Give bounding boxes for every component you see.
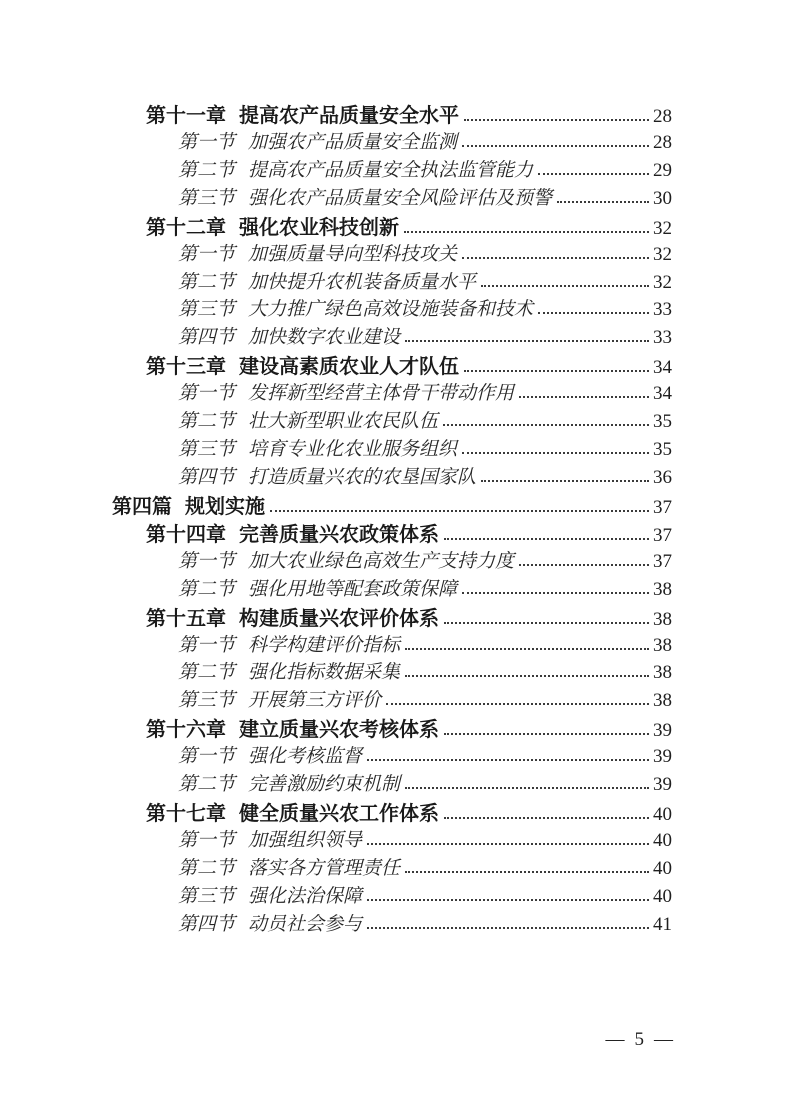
toc-entry <box>0 322 794 350</box>
toc-entry-page: 28 <box>653 106 672 127</box>
toc-entry <box>0 853 794 881</box>
toc-entry-page: 38 <box>653 608 672 630</box>
dot-leader <box>462 145 649 147</box>
toc-entry-title: 构建质量兴农评价体系 <box>239 607 439 630</box>
toc-entry-title: 动员社会参与 <box>248 913 363 935</box>
toc-entry-title: 强化考核监督 <box>248 746 363 768</box>
toc-entry-title: 开展第三方评价 <box>248 690 382 712</box>
dot-leader <box>405 675 649 677</box>
toc-entry-title: 强化农业科技创新 <box>239 216 399 239</box>
toc-entry-label: 第十五章 <box>146 607 226 630</box>
footer-dash-right: — <box>654 1029 673 1050</box>
dot-leader <box>444 538 649 540</box>
toc-entry-title: 打造质量兴农的农垦国家队 <box>248 466 477 488</box>
toc-entry-page: 35 <box>653 439 672 461</box>
toc-entry <box>0 267 794 295</box>
toc-entry-page: 34 <box>653 383 672 405</box>
toc-entry <box>0 99 794 127</box>
toc-entry <box>0 155 794 183</box>
toc-entry <box>0 881 794 909</box>
page-number: 5 <box>634 1029 644 1050</box>
toc-entry-page: 33 <box>653 327 672 349</box>
toc-entry-title: 完善质量兴农政策体系 <box>239 523 439 546</box>
toc-entry-label: 第二节 <box>178 774 236 796</box>
toc-entry-label: 第四节 <box>178 913 236 935</box>
toc-entry-label: 第三节 <box>178 690 236 712</box>
toc-entry-title: 提高农产品质量安全执法监管能力 <box>248 159 534 181</box>
toc-entry-title: 壮大新型职业农民队伍 <box>248 411 439 433</box>
dot-leader <box>462 257 649 259</box>
toc-entry <box>0 462 794 490</box>
toc-entry <box>0 239 794 267</box>
toc-entry-label: 第一节 <box>178 634 236 656</box>
toc-entry-label: 第三节 <box>178 439 236 461</box>
toc-entry <box>0 574 794 602</box>
toc-entry-title: 加大农业绿色高效生产支持力度 <box>248 550 515 572</box>
toc-entry-label: 第二节 <box>178 857 236 879</box>
toc-entry-label: 第一节 <box>178 746 236 768</box>
toc-entry <box>0 769 794 797</box>
toc-entry-title: 提高农产品质量安全水平 <box>239 105 459 127</box>
dot-leader <box>462 592 649 594</box>
toc-entry-label: 第一节 <box>178 550 236 572</box>
toc-entry-title: 加快数字农业建设 <box>248 327 401 349</box>
toc-entry-label: 第十四章 <box>146 523 226 546</box>
toc-entry-title: 建立质量兴农考核体系 <box>239 719 439 742</box>
toc-entry-title: 大力推广绿色高效设施装备和技术 <box>248 299 534 321</box>
toc-entry-page: 39 <box>653 720 672 742</box>
toc-entry <box>0 406 794 434</box>
footer-dash-left: — <box>605 1029 625 1050</box>
toc-entry-label: 第十六章 <box>146 719 226 742</box>
toc-entry-page: 30 <box>653 187 672 209</box>
toc-entry-title: 强化法治保障 <box>248 885 363 907</box>
toc-entry-page: 41 <box>653 913 672 935</box>
toc-entry <box>0 211 794 239</box>
toc-entry <box>0 685 794 713</box>
dot-leader <box>405 787 649 789</box>
toc-entry <box>0 713 794 741</box>
toc-entry-title: 健全质量兴农工作体系 <box>239 803 439 826</box>
toc-entry-title: 完善激励约束机制 <box>248 774 401 796</box>
toc-entry <box>0 183 794 211</box>
toc-entry <box>0 294 794 322</box>
toc-entry-label: 第一节 <box>178 243 236 265</box>
toc-entry-page: 38 <box>653 634 672 656</box>
toc-entry-label: 第二节 <box>178 411 236 433</box>
toc-entry-title: 培育专业化农业服务组织 <box>248 439 458 461</box>
toc-entry-label: 第四篇 <box>112 495 172 518</box>
toc-entry-page: 40 <box>653 804 672 826</box>
toc-entry-title: 规划实施 <box>185 495 265 518</box>
toc-entry <box>0 434 794 462</box>
dot-leader <box>270 510 649 512</box>
toc-entry <box>0 602 794 630</box>
toc-entry-label: 第四节 <box>178 327 236 349</box>
toc-entry-label: 第十二章 <box>146 216 226 239</box>
toc-entry-page: 37 <box>653 550 672 572</box>
toc-entry-page: 40 <box>653 829 672 851</box>
dot-leader <box>367 927 649 929</box>
toc-entry-label: 第二节 <box>178 578 236 600</box>
toc-entry-title: 落实各方管理责任 <box>248 857 401 879</box>
toc-entry-label: 第三节 <box>178 885 236 907</box>
dot-leader <box>464 119 649 121</box>
toc-entry <box>0 490 794 518</box>
toc-entry-label: 第一节 <box>178 383 236 405</box>
dot-leader <box>557 201 649 203</box>
toc-entry-page: 28 <box>653 131 672 153</box>
toc-entry-page: 35 <box>653 411 672 433</box>
toc-entry-page: 40 <box>653 857 672 879</box>
toc-entry-page: 36 <box>653 466 672 488</box>
toc-entry-page: 33 <box>653 299 672 321</box>
toc-entry-title: 发挥新型经营主体骨干带动作用 <box>248 383 515 405</box>
toc-entry-label: 第一节 <box>178 829 236 851</box>
toc-entry-label: 第十七章 <box>146 803 226 826</box>
dot-leader <box>367 899 649 901</box>
dot-leader <box>444 622 649 624</box>
toc-entry <box>0 825 794 853</box>
toc-entry-page: 32 <box>653 243 672 265</box>
toc-entry-title: 强化用地等配套政策保障 <box>248 578 458 600</box>
dot-leader <box>464 370 649 372</box>
toc-entry-label: 第四节 <box>178 466 236 488</box>
toc-entry-page: 37 <box>653 496 672 518</box>
toc-entry-page: 37 <box>653 524 672 546</box>
dot-leader <box>519 564 649 566</box>
toc-entry <box>0 378 794 406</box>
toc-entry-label: 第十一章 <box>146 105 226 127</box>
dot-leader <box>444 733 649 735</box>
toc-entry <box>0 350 794 378</box>
page-footer <box>606 1029 674 1051</box>
toc-entry-title: 加强组织领导 <box>248 829 363 851</box>
dot-leader <box>386 703 649 705</box>
dot-leader <box>367 843 649 845</box>
toc-entry-page: 32 <box>653 217 672 239</box>
dot-leader <box>462 452 649 454</box>
toc-entry <box>0 518 794 546</box>
toc-entry-page: 34 <box>653 357 672 379</box>
dot-leader <box>538 173 649 175</box>
toc-entry-label: 第三节 <box>178 187 236 209</box>
toc-entry <box>0 630 794 658</box>
toc-entry <box>0 909 794 937</box>
dot-leader <box>538 312 649 314</box>
dot-leader <box>443 424 649 426</box>
toc-entry-label: 第二节 <box>178 662 236 684</box>
toc-entry-page: 39 <box>653 746 672 768</box>
toc-entry-page: 32 <box>653 271 672 293</box>
dot-leader <box>405 648 649 650</box>
toc-entry <box>0 657 794 685</box>
toc-entry-page: 38 <box>653 690 672 712</box>
toc-entry-page: 40 <box>653 885 672 907</box>
toc-entry-page: 38 <box>653 662 672 684</box>
toc-entry-title: 加强农产品质量安全监测 <box>248 131 458 153</box>
toc-entry-label: 第十三章 <box>146 356 226 379</box>
dot-leader <box>519 396 649 398</box>
toc-entry-page: 29 <box>653 159 672 181</box>
toc-entry <box>0 741 794 769</box>
table-of-contents <box>0 99 794 937</box>
toc-entry-title: 加强质量导向型科技攻关 <box>248 243 458 265</box>
toc-entry-title: 强化指标数据采集 <box>248 662 401 684</box>
toc-entry-title: 加快提升农机装备质量水平 <box>248 271 477 293</box>
toc-entry-label: 第二节 <box>178 271 236 293</box>
dot-leader <box>481 480 649 482</box>
toc-entry <box>0 797 794 825</box>
toc-entry-title: 建设高素质农业人才队伍 <box>239 356 459 379</box>
dot-leader <box>444 817 649 819</box>
dot-leader <box>405 340 649 342</box>
toc-entry-label: 第二节 <box>178 159 236 181</box>
toc-entry-label: 第三节 <box>178 299 236 321</box>
toc-entry-page: 39 <box>653 774 672 796</box>
dot-leader <box>404 231 649 233</box>
dot-leader <box>367 759 649 761</box>
toc-entry-title: 科学构建评价指标 <box>248 634 401 656</box>
toc-entry <box>0 127 794 155</box>
dot-leader <box>405 871 649 873</box>
toc-entry-title: 强化农产品质量安全风险评估及预警 <box>248 187 553 209</box>
toc-entry <box>0 546 794 574</box>
toc-entry-label: 第一节 <box>178 131 236 153</box>
dot-leader <box>481 285 649 287</box>
toc-entry-page: 38 <box>653 578 672 600</box>
